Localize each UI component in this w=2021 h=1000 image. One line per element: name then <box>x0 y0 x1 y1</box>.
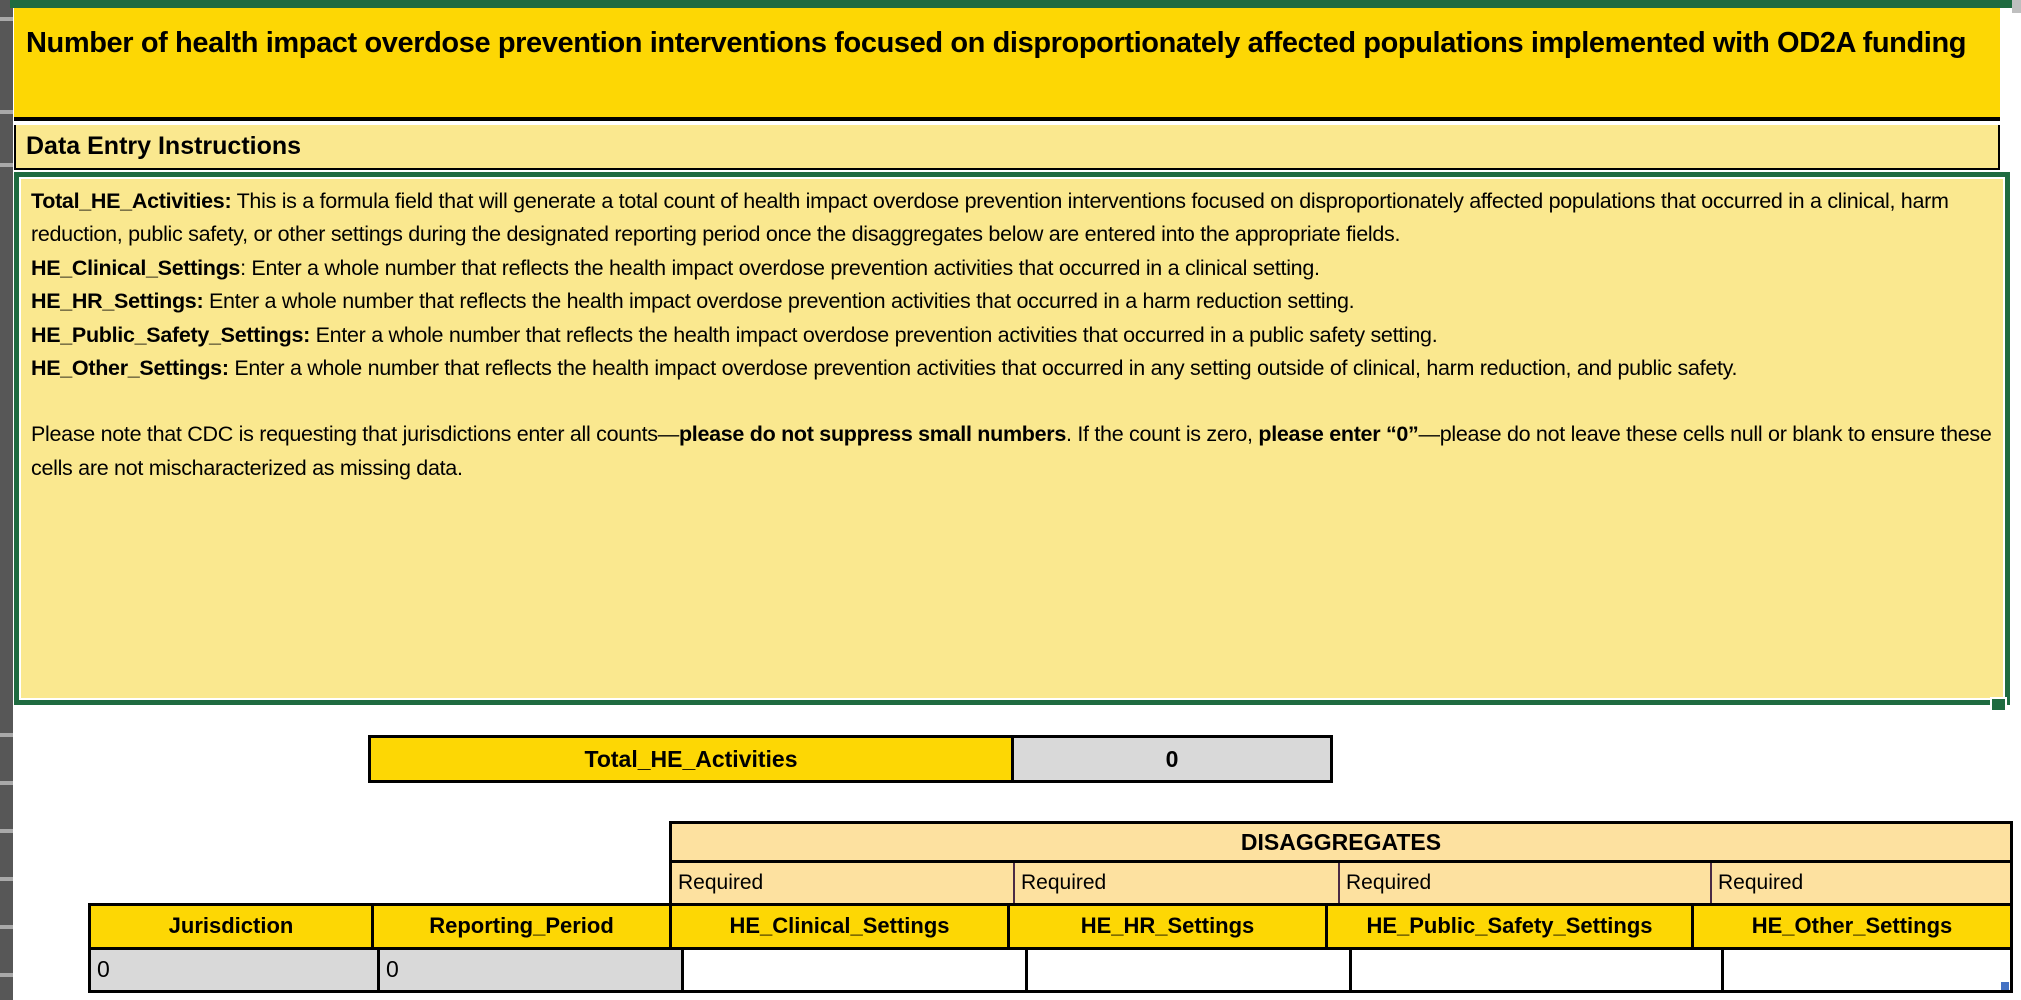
note-text: —please do not leave these cells null or blank to ensure these cells are not mischaracterized as missing data. <box>31 422 1992 480</box>
page-title: Number of health impact overdose prevention interventions focused on disproportionately affected populations implemented with OD2A funding <box>14 8 2000 121</box>
selection-fill-handle[interactable] <box>1990 697 2007 712</box>
selection-top-border <box>10 0 2012 8</box>
total-activities-row <box>368 735 1333 783</box>
table-resize-handle[interactable] <box>2001 982 2009 990</box>
required-row <box>672 863 2010 903</box>
cell-he-clinical[interactable] <box>684 950 1025 991</box>
row-header-strip <box>0 0 13 1000</box>
row-divider <box>0 110 13 114</box>
instruction-field-total <box>31 185 1993 252</box>
instruction-field-public-safety <box>31 319 1993 352</box>
instructions-header: Data Entry Instructions <box>14 125 2000 170</box>
field-desc: : Enter a whole number that reflects the health impact overdose prevention activities that occurred in a clinical setting. <box>240 255 1320 280</box>
row-divider <box>0 163 13 167</box>
disaggregates-title: DISAGGREGATES <box>672 824 2010 860</box>
note-text-bold: please do not suppress small numbers <box>678 422 1067 447</box>
cell-he-public-safety[interactable] <box>1352 950 1721 991</box>
table-data-row <box>91 950 2010 991</box>
note-text: Please note that CDC is requesting that jurisdictions enter all counts— <box>31 422 679 447</box>
note-text-bold: please enter “0” <box>1258 422 1419 447</box>
field-desc: Enter a whole number that reflects the health impact overdose prevention activities that occurred in any setting outside of clinical, harm reduction, and public safety. <box>228 356 1738 381</box>
note-text: . If the count is zero, <box>1066 422 1259 447</box>
table-header-row <box>91 906 2010 947</box>
column-header-he-hr: HE_HR_Settings <box>1010 906 1325 947</box>
field-desc: Enter a whole number that reflects the health impact overdose prevention activities that occurred in a public safety setting. <box>309 322 1438 347</box>
instructions-text <box>21 179 2003 698</box>
data-table <box>88 903 2013 993</box>
cell-he-other[interactable] <box>1724 950 2010 991</box>
field-name: HE_HR_Settings: <box>31 289 204 314</box>
required-label: Required <box>1015 863 1338 903</box>
row-divider <box>0 781 13 785</box>
instructions-cell[interactable] <box>14 172 2010 705</box>
required-label: Required <box>1712 863 2010 903</box>
field-name: HE_Clinical_Settings <box>31 255 241 280</box>
row-divider <box>0 925 13 929</box>
row-divider <box>0 829 13 833</box>
row-divider <box>0 17 13 21</box>
cell-reporting-period[interactable]: 0 <box>380 950 681 991</box>
instruction-field-other <box>31 352 1993 385</box>
column-header-he-other: HE_Other_Settings <box>1694 906 2010 947</box>
instruction-field-hr <box>31 285 1993 318</box>
disaggregates-block <box>669 821 2013 906</box>
total-activities-label: Total_HE_Activities <box>371 738 1011 780</box>
scroll-corner <box>2012 0 2021 13</box>
row-divider <box>0 733 13 737</box>
cell-he-hr[interactable] <box>1028 950 1349 991</box>
column-header-jurisdiction: Jurisdiction <box>91 906 371 947</box>
field-name: HE_Other_Settings: <box>31 356 229 381</box>
field-desc: Enter a whole number that reflects the health impact overdose prevention activities that occurred in a harm reduction setting. <box>203 289 1355 314</box>
row-divider <box>0 973 13 977</box>
row-divider <box>0 877 13 881</box>
column-header-reporting-period: Reporting_Period <box>374 906 669 947</box>
field-name: HE_Public_Safety_Settings: <box>31 322 310 347</box>
required-label: Required <box>1340 863 1710 903</box>
cell-jurisdiction[interactable]: 0 <box>91 950 377 991</box>
required-label: Required <box>672 863 1013 903</box>
total-activities-value[interactable]: 0 <box>1014 738 1330 780</box>
cdc-note <box>31 418 1993 485</box>
column-header-he-clinical: HE_Clinical_Settings <box>672 906 1007 947</box>
column-header-he-public-safety: HE_Public_Safety_Settings <box>1328 906 1691 947</box>
field-desc: This is a formula field that will generate a total count of health impact overdose prevention interventions focused on disproportionately affected populations that occurred in a clinical, harm reduction, public safety, or other settings during the designated reporting period once the disaggregates below are entered into the appropriate fields. <box>31 189 1949 247</box>
instruction-field-clinical <box>31 252 1993 285</box>
field-name: Total_HE_Activities: <box>31 189 232 213</box>
